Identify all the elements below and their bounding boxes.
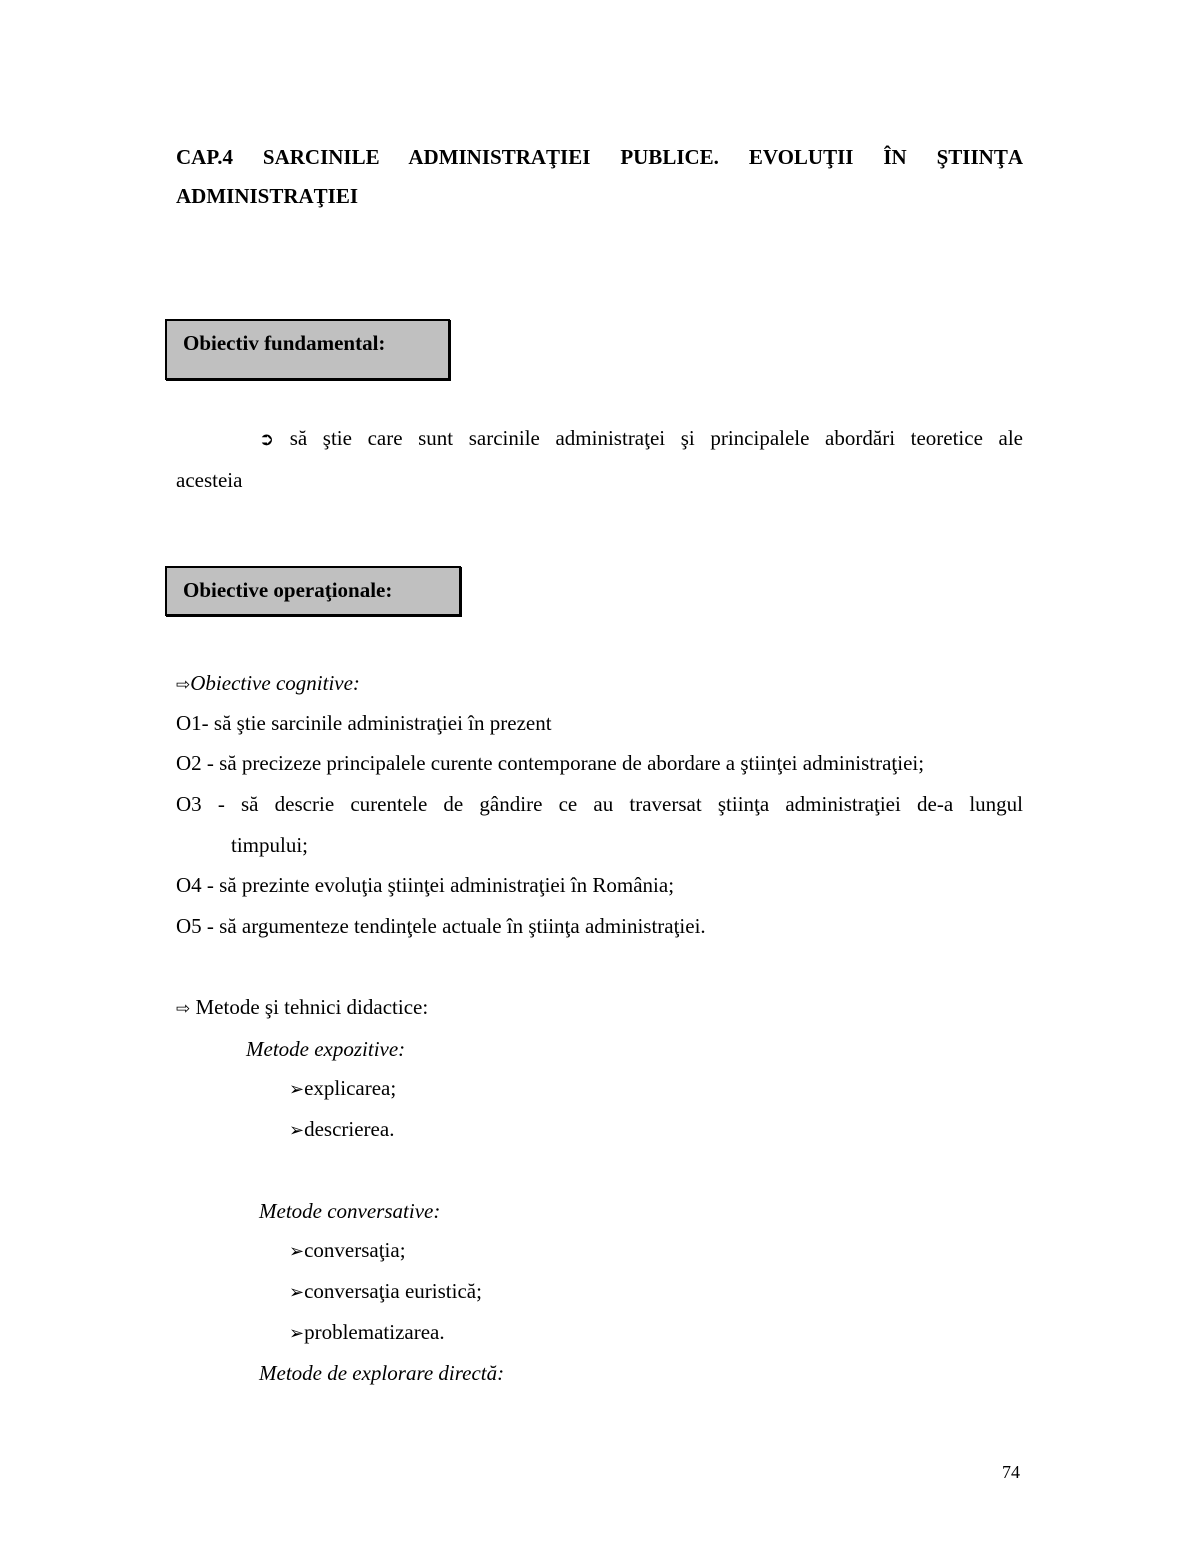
arrowhead-bullet-icon: ➢: [289, 1323, 305, 1344]
outline-arrow-icon: ⇨: [176, 999, 191, 1019]
exploration-methods-heading: Metode de explorare directă:: [259, 1361, 505, 1385]
list-item-label: descrierea.: [304, 1117, 395, 1141]
cognitive-heading-label: Obiective cognitive:: [190, 671, 360, 695]
fundamental-objective-box: [165, 319, 450, 380]
operational-objectives-box: [165, 566, 461, 616]
methods-heading: [176, 992, 428, 1024]
list-item: [289, 1317, 445, 1349]
objective-o3: O3 - să descrie curentele de gândire ce au traversat ştiinţa administraţiei de-a lungul: [176, 792, 1023, 816]
arrowhead-bullet-icon: ➢: [289, 1241, 305, 1262]
curved-arrow-icon: ➲: [259, 429, 275, 450]
chapter-title-line-1: CAP.4 SARCINILE ADMINISTRAŢIEI PUBLICE. EVOLUŢII ÎN ŞTIINŢA: [176, 145, 1023, 169]
page-number: 74: [1002, 1462, 1020, 1482]
objective-o3-continuation: timpului;: [231, 833, 309, 857]
objective-o2: O2 - să precizeze principalele curente contemporane de abordare a ştiinţei administraţiei;: [176, 751, 925, 775]
expositive-methods-heading: Metode expozitive:: [246, 1037, 406, 1061]
arrowhead-bullet-icon: ➢: [289, 1120, 305, 1141]
operational-objectives-label: Obiective operaţionale:: [183, 578, 393, 602]
fundamental-objective-label: Obiectiv fundamental:: [183, 331, 386, 355]
methods-heading-label: Metode şi tehnici didactice:: [195, 995, 429, 1019]
list-item-label: conversaţia;: [304, 1238, 406, 1262]
fundamental-objective-line-1: să ştie care sunt sarcinile administraţei şi principalele abordări teoretice ale: [289, 426, 1023, 450]
objective-o5: O5 - să argumenteze tendinţele actuale în ştiinţa administraţiei.: [176, 914, 706, 938]
list-item: [289, 1235, 406, 1267]
list-item: [289, 1276, 482, 1308]
chapter-title-line-2: ADMINISTRAŢIEI: [176, 184, 359, 208]
list-item-label: conversaţia euristică;: [304, 1279, 482, 1303]
objective-o1: O1- să ştie sarcinile administraţiei în prezent: [176, 711, 552, 735]
list-item-label: problematizarea.: [304, 1320, 445, 1344]
list-item-label: explicarea;: [304, 1076, 397, 1100]
objective-o4: O4 - să prezinte evoluţia ştiinţei administraţiei în România;: [176, 873, 675, 897]
list-item: [289, 1114, 394, 1146]
arrowhead-bullet-icon: ➢: [289, 1282, 305, 1303]
conversative-methods-heading: Metode conversative:: [259, 1199, 441, 1223]
list-item: [289, 1073, 396, 1105]
fundamental-objective-line-2: acesteia: [176, 468, 243, 492]
cognitive-heading: [176, 668, 360, 700]
outline-arrow-icon: ⇨: [176, 675, 191, 695]
arrowhead-bullet-icon: ➢: [289, 1079, 305, 1100]
fundamental-objective-text: [176, 418, 1023, 501]
